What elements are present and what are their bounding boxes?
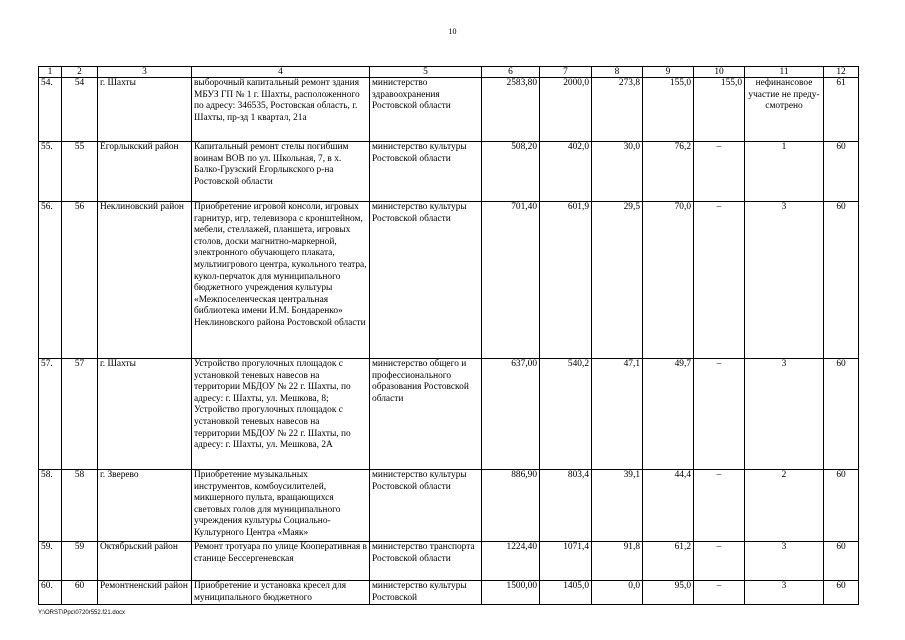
amount-cell: 701,40 [482, 202, 540, 359]
amount-cell: 637,00 [482, 359, 540, 470]
ministry-cell: министерство культуры Ростовской [370, 581, 482, 605]
column-number: 4 [192, 67, 370, 78]
column-number-row [39, 67, 859, 78]
amount-cell: 886,90 [482, 470, 540, 542]
area-cell: Октябрьский район [98, 542, 192, 581]
amount-cell: 49,7 [643, 359, 694, 470]
column-number: 7 [540, 67, 592, 78]
amount-cell: 508,20 [482, 142, 540, 202]
column-number: 8 [592, 67, 643, 78]
amount-cell: 29,5 [592, 202, 643, 359]
row-index: 56 [62, 202, 98, 359]
score-cell: 60 [824, 470, 859, 542]
amount-cell: 1224,40 [482, 542, 540, 581]
area-cell: Егорлыкский район [98, 142, 192, 202]
participation-cell: 2 [745, 470, 824, 542]
amount-cell: – [694, 542, 745, 581]
score-cell: 60 [824, 359, 859, 470]
area-cell: г. Зверево [98, 470, 192, 542]
column-number: 10 [694, 67, 745, 78]
score-cell: 60 [824, 202, 859, 359]
participation-cell: 3 [745, 542, 824, 581]
score-cell: 60 [824, 542, 859, 581]
participation-cell: 3 [745, 202, 824, 359]
column-number: 5 [370, 67, 482, 78]
description-cell: Устройство прогулочных площадок с установкой теневых навесов на территории МБДОУ № 22 г. Шахты, по адресу: г. Шахты, ул. Мешкова, 8; Устройство прогулочных площадок с установкой теневых навесов на территории МБДОУ № 22 г. Шахты, по адресу: г. Шахты, ул. Мешкова, 2А [192, 359, 370, 470]
row-index: 57 [62, 359, 98, 470]
column-number: 12 [824, 67, 859, 78]
appendix-table [38, 66, 859, 605]
amount-cell: – [694, 142, 745, 202]
description-cell: Приобретение и установка кресел для муниципального бюджетного [192, 581, 370, 605]
area-cell: Неклиновский район [98, 202, 192, 359]
row-number: 59. [39, 542, 62, 581]
participation-cell: нефинансовое участие не преду-смотрено [745, 78, 824, 142]
row-index: 55 [62, 142, 98, 202]
amount-cell: 2000,0 [540, 78, 592, 142]
participation-cell: 3 [745, 581, 824, 605]
column-number: 3 [98, 67, 192, 78]
column-number: 11 [745, 67, 824, 78]
ministry-cell: министерство культуры Ростовской области [370, 142, 482, 202]
amount-cell: 70,0 [643, 202, 694, 359]
amount-cell: 61,2 [643, 542, 694, 581]
area-cell: г. Шахты [98, 78, 192, 142]
amount-cell: 155,0 [643, 78, 694, 142]
amount-cell: 47,1 [592, 359, 643, 470]
ministry-cell: министерство транспорта Ростовской области [370, 542, 482, 581]
row-index: 60 [62, 581, 98, 605]
amount-cell: – [694, 359, 745, 470]
row-index: 58 [62, 470, 98, 542]
amount-cell: 91,8 [592, 542, 643, 581]
amount-cell: 0,0 [592, 581, 643, 605]
participation-cell: 1 [745, 142, 824, 202]
description-cell: выборочный капитальный ремонт здания МБУЗ ГП № 1 г. Шахты, расположенного по адресу: 346535, Ростовская область, г. Шахты, пр-зд 1 квартал, 21а [192, 78, 370, 142]
row-index: 59 [62, 542, 98, 581]
table-row [39, 78, 859, 142]
column-number: 6 [482, 67, 540, 78]
ministry-cell: министерство здравоохранения Ростовской области [370, 78, 482, 142]
amount-cell: 1500,00 [482, 581, 540, 605]
amount-cell: 402,0 [540, 142, 592, 202]
description-cell: Ремонт тротуара по улице Кооперативная в станице Бессергеневская [192, 542, 370, 581]
amount-cell: 2583,80 [482, 78, 540, 142]
participation-cell: 3 [745, 359, 824, 470]
column-number: 9 [643, 67, 694, 78]
amount-cell: 601,9 [540, 202, 592, 359]
amount-cell: 540,2 [540, 359, 592, 470]
ministry-cell: министерство культуры Ростовской области [370, 202, 482, 359]
ministry-cell: министерство культуры Ростовской области [370, 470, 482, 542]
description-cell: Приобретение музыкальных инструментов, комбоусилителей, микшерного пульта, вращающихся световых голов для муниципального учреждения культуры Социально-Культурного Центра «Маяк» [192, 470, 370, 542]
area-cell: Ремонтненский район [98, 581, 192, 605]
table-row [39, 542, 859, 581]
row-number: 58. [39, 470, 62, 542]
amount-cell: 1405,0 [540, 581, 592, 605]
table-row [39, 581, 859, 605]
amount-cell: 1071,4 [540, 542, 592, 581]
amount-cell: – [694, 202, 745, 359]
row-number: 60. [39, 581, 62, 605]
row-number: 55. [39, 142, 62, 202]
table-row [39, 470, 859, 542]
amount-cell: 30,0 [592, 142, 643, 202]
table-row [39, 202, 859, 359]
file-path-footer: Y:\ORST\Ppc\0720r552.f21.docx [38, 610, 126, 616]
amount-cell: 803,4 [540, 470, 592, 542]
amount-cell: 95,0 [643, 581, 694, 605]
description-cell: Капитальный ремонт стелы погибшим воинам ВОВ по ул. Школьная, 7, в х. Балко-Грузский Егорлыкского р-на Ростовской области [192, 142, 370, 202]
table-row [39, 359, 859, 470]
area-cell: г. Шахты [98, 359, 192, 470]
description-cell: Приобретение игровой консоли, игровых гарнитур, игр, телевизора с кронштейном, мебели, стеллажей, планшета, игровых столов, доски магнитно-маркерной, электронного обучающего плаката, мультиигрового центра, кукольного театра, кукол-перчаток для муниципального бюджетного учреждения культуры «Межпоселенческая центральная библиотека имени И.М. Бондаренко» Неклиновского района Ростовской области [192, 202, 370, 359]
page-number: 10 [448, 27, 457, 36]
row-number: 57. [39, 359, 62, 470]
score-cell: 60 [824, 581, 859, 605]
amount-cell: 44,4 [643, 470, 694, 542]
row-number: 54. [39, 78, 62, 142]
row-index: 54 [62, 78, 98, 142]
amount-cell: – [694, 470, 745, 542]
amount-cell: 39,1 [592, 470, 643, 542]
column-number: 2 [62, 67, 98, 78]
score-cell: 60 [824, 142, 859, 202]
ministry-cell: министерство общего и профессионального образования Ростовской области [370, 359, 482, 470]
column-number: 1 [39, 67, 62, 78]
amount-cell: – [694, 581, 745, 605]
row-number: 56. [39, 202, 62, 359]
amount-cell: 76,2 [643, 142, 694, 202]
table-row [39, 142, 859, 202]
amount-cell: 273,8 [592, 78, 643, 142]
amount-cell: 155,0 [694, 78, 745, 142]
score-cell: 61 [824, 78, 859, 142]
